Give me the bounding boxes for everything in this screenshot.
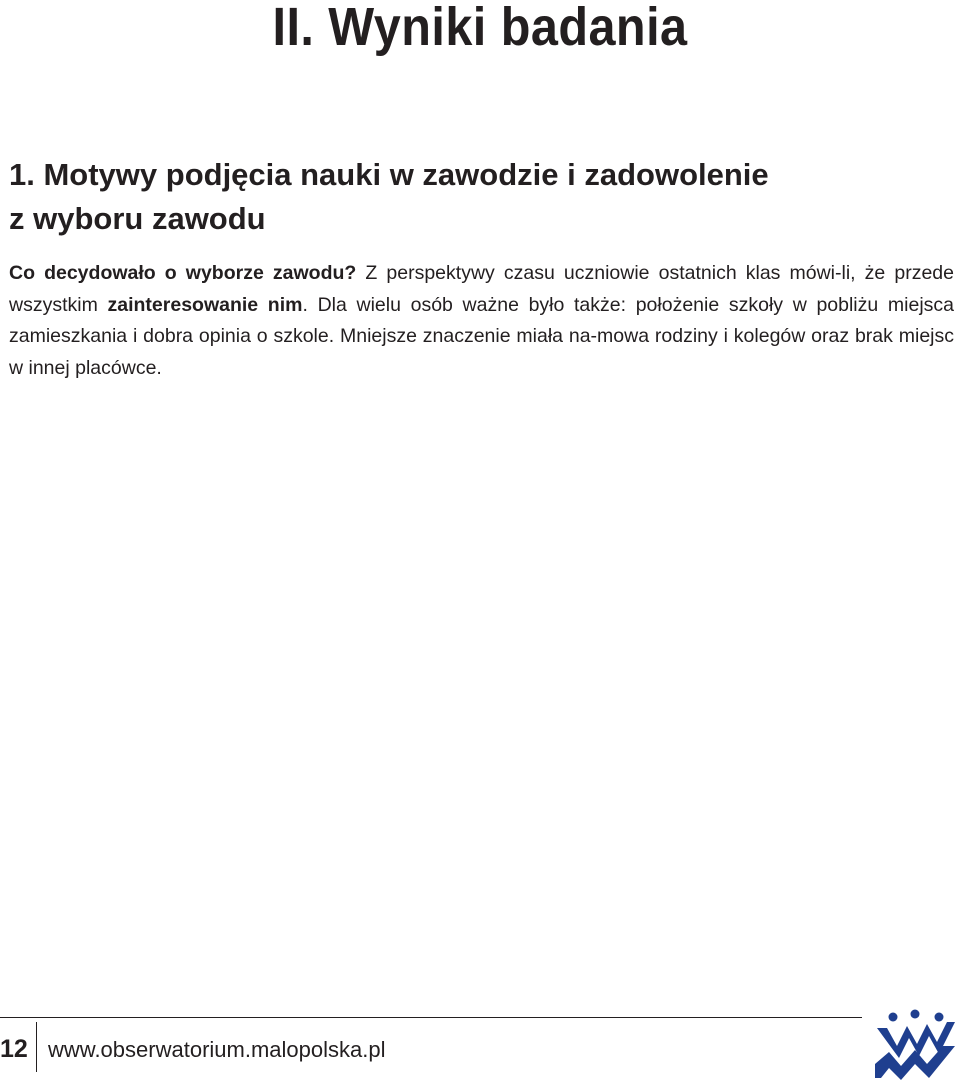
lead-question: Co decydowało o wyborze zawodu? [9, 262, 357, 284]
footer-url-link[interactable]: www.obserwatorium.malopolska.pl [48, 1037, 386, 1062]
section-heading-line2: z wyboru zawodu [9, 201, 266, 236]
chapter-title: II. Wyniki badania [272, 0, 688, 57]
footer-divider [0, 1017, 862, 1018]
section-heading-line1: 1. Motywy podjęcia nauki w zawodzie i zadowolenie [9, 157, 769, 192]
paragraph-text-part2: . Dla wielu osób ważne było także: położenie szkoły w pobliżu miejsca zamieszkania i dobra opinia o szkole. Mniejsze znaczenie miała na-mowa rodziny i kolegów oraz brak miejsc w innej placówce. [9, 293, 955, 379]
obserwatorium-logo-icon [873, 1008, 957, 1084]
page-number: 12 [0, 1035, 28, 1063]
section-heading [9, 153, 949, 241]
page-number-separator [36, 1022, 37, 1072]
paragraph-text-part1: Z perspektywy czasu uczniowie ostatnich klas mówi-li, że przede wszystkim [9, 262, 954, 316]
paragraph-emphasis: zainteresowanie nim [107, 293, 303, 316]
body-paragraph [9, 258, 954, 384]
